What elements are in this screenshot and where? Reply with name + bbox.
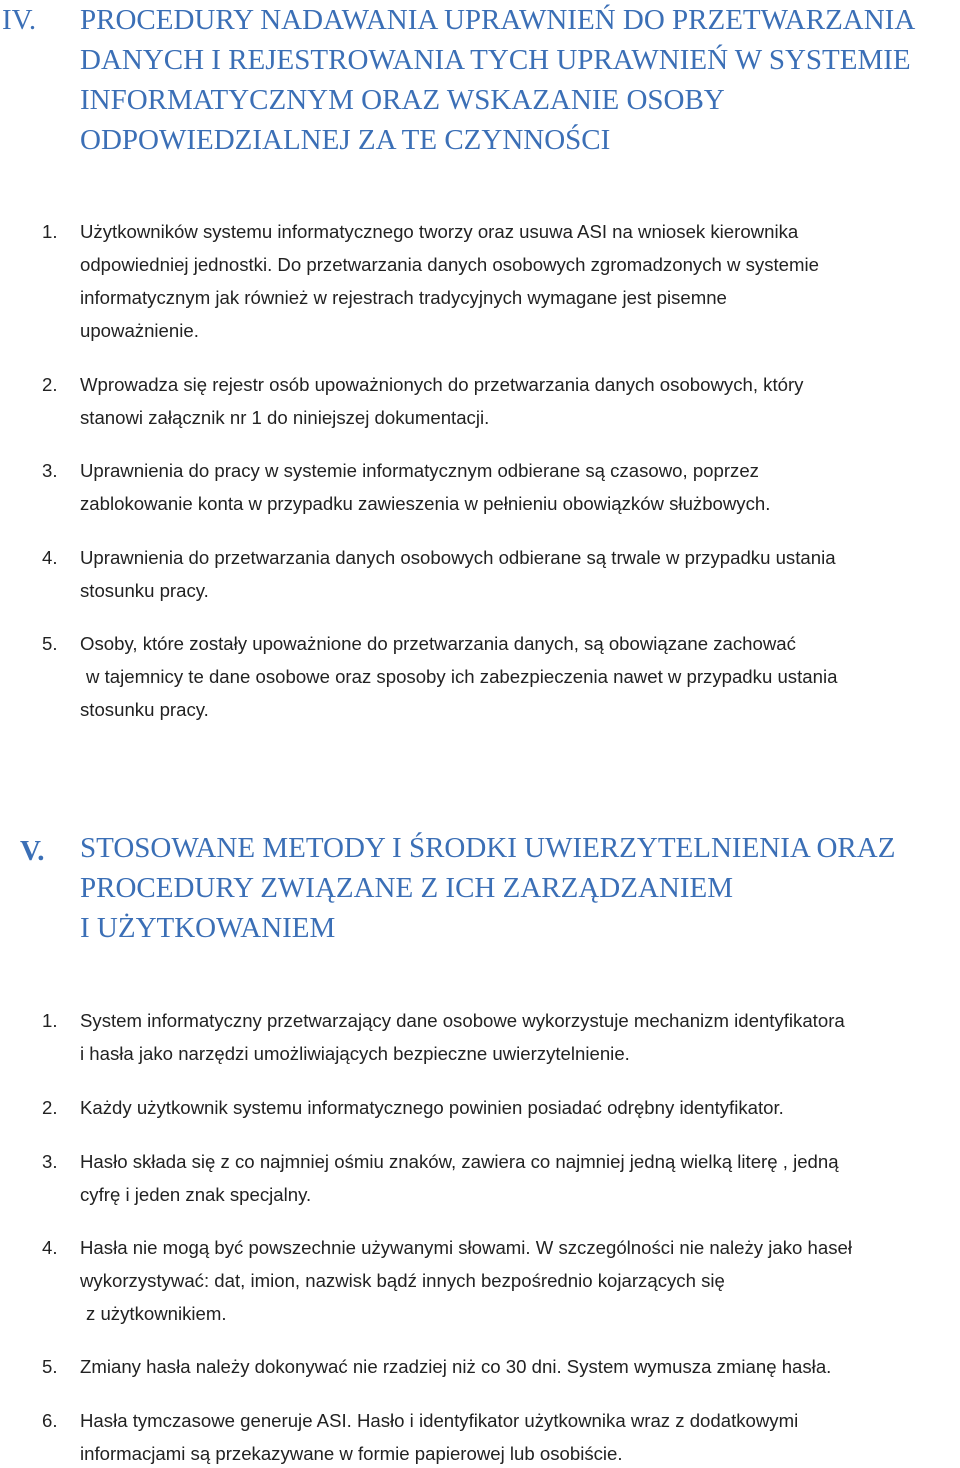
item-number: 3. [42, 1151, 58, 1172]
item-line: cyfrę i jeden znak specjalny. [80, 1184, 312, 1205]
item-line: stanowi załącznik nr 1 do niniejszej dokumentacji. [80, 407, 490, 428]
title-line: ODPOWIEDZIALNEJ ZA TE CZYNNOŚCI [80, 124, 611, 156]
item-line: informacjami są przekazywane w formie papierowej lub osobiście. [80, 1443, 623, 1464]
item-line: Osoby, które zostały upoważnione do przetwarzania danych, są obowiązane zachować [80, 633, 796, 654]
title-line: DANYCH I REJESTROWANIA TYCH UPRAWNIEŃ W SYSTEMIE [80, 44, 911, 76]
section-number: IV. [2, 4, 37, 36]
title-line: PROCEDURY ZWIĄZANE Z ICH ZARZĄDZANIEM [80, 872, 733, 904]
item-line: Hasła nie mogą być powszechnie używanymi słowami. W szczególności nie należy jako haseł [80, 1237, 852, 1258]
item-line: z użytkownikiem. [86, 1303, 227, 1324]
item-number: 1. [42, 1010, 58, 1031]
item-line: Uprawnienia do przetwarzania danych osobowych odbierane są trwale w przypadku ustania [80, 547, 836, 568]
title-line: STOSOWANE METODY I ŚRODKI UWIERZYTELNIENIA ORAZ [80, 832, 896, 864]
item-line: informatycznym jak również w rejestrach tradycyjnych wymagane jest pisemne [80, 287, 727, 308]
item-number: 2. [42, 1097, 58, 1118]
title-line: I UŻYTKOWANIEM [80, 912, 336, 944]
item-number: 5. [42, 1356, 58, 1377]
item-number: 4. [42, 1237, 58, 1258]
title-line: PROCEDURY NADAWANIA UPRAWNIEŃ DO PRZETWARZANIA [80, 4, 916, 36]
item-line: i hasła jako narzędzi umożliwiających bezpieczne uwierzytelnienie. [80, 1043, 630, 1064]
item-number: 3. [42, 460, 58, 481]
item-line: System informatyczny przetwarzający dane osobowe wykorzystuje mechanizm identyfikatora [80, 1010, 845, 1031]
item-line: wykorzystywać: dat, imion, nazwisk bądź innych bezpośrednio kojarzących się [80, 1270, 725, 1291]
item-line: Uprawnienia do pracy w systemie informatycznym odbierane są czasowo, poprzez [80, 460, 759, 481]
item-line: Hasło składa się z co najmniej ośmiu znaków, zawiera co najmniej jedną wielką literę , jedną [80, 1151, 839, 1172]
item-line: stosunku pracy. [80, 699, 209, 720]
item-line: zablokowanie konta w przypadku zawieszenia w pełnieniu obowiązków służbowych. [80, 493, 771, 514]
item-line: Każdy użytkownik systemu informatycznego powinien posiadać odrębny identyfikator. [80, 1097, 784, 1118]
item-line: Wprowadza się rejestr osób upoważnionych do przetwarzania danych osobowych, który [80, 374, 804, 395]
item-number: 2. [42, 374, 58, 395]
item-line: upoważnienie. [80, 320, 199, 341]
item-line: stosunku pracy. [80, 580, 209, 601]
item-line: odpowiedniej jednostki. Do przetwarzania danych osobowych zgromadzonych w systemie [80, 254, 819, 275]
item-line: Hasła tymczasowe generuje ASI. Hasło i identyfikator użytkownika wraz z dodatkowymi [80, 1410, 799, 1431]
title-line: INFORMATYCZNYM ORAZ WSKAZANIE OSOBY [80, 84, 725, 116]
item-number: 1. [42, 221, 58, 242]
item-number: 6. [42, 1410, 58, 1431]
section-number: V. [20, 835, 45, 867]
item-line: w tajemnicy te dane osobowe oraz sposoby ich zabezpieczenia nawet w przypadku ustania [86, 666, 838, 687]
item-line: Zmiany hasła należy dokonywać nie rzadziej niż co 30 dni. System wymusza zmianę hasła. [80, 1356, 832, 1377]
item-number: 5. [42, 633, 58, 654]
item-line: Użytkowników systemu informatycznego tworzy oraz usuwa ASI na wniosek kierownika [80, 221, 799, 242]
item-number: 4. [42, 547, 58, 568]
